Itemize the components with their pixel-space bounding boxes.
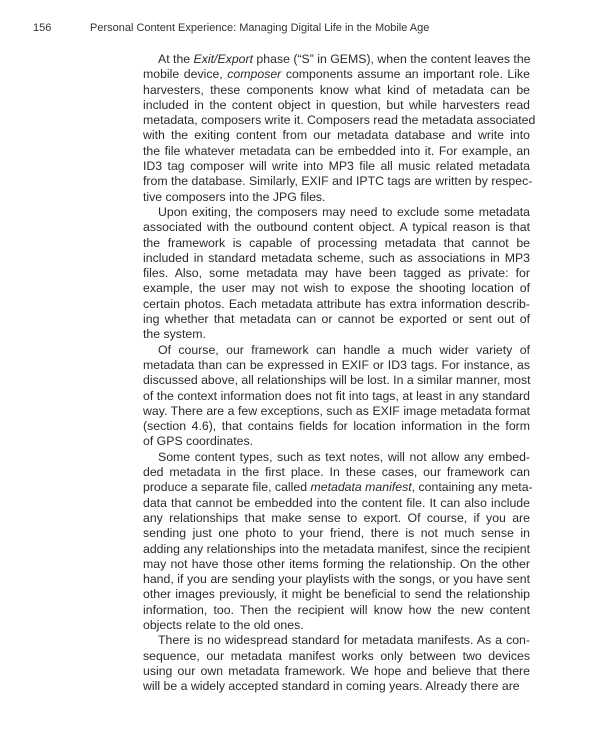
text-line: files. Also, some metadata may have been tagged as private: for [143, 266, 530, 281]
paragraph [143, 343, 530, 450]
text-line: There is no widespread standard for metadata manifests. As a con- [158, 633, 530, 648]
text-line: may not have those other items forming the relationship. On the other [143, 556, 530, 571]
italic-term: Exit/Export [193, 52, 254, 66]
italic-term: composer [227, 67, 282, 82]
text-line: Upon exiting, the composers may need to exclude some metadata [158, 204, 530, 219]
text-line: associated with the outbound content object. A typical reason is that [143, 220, 530, 235]
text-line: the file whatever metadata can be embedded into it. For example, an [143, 143, 530, 158]
text-line: will be a widely accepted standard in coming years. Already there are [143, 679, 520, 694]
text-line: sending just one photo to your friend, there is not much sense in [143, 526, 530, 541]
text-line: from the database. Similarly, EXIF and IPTC tags are written by respec- [143, 174, 533, 189]
text-line [143, 480, 533, 495]
text-line: sequence, our metadata manifest works only between two devices [143, 648, 530, 663]
text-line: the framework is capable of processing metadata that cannot be [143, 235, 530, 250]
text-line: ded metadata in the first place. In these cases, our framework can [143, 465, 530, 480]
text-line [143, 52, 530, 67]
text-line: metadata, composers write it. Composers read the metadata associated [143, 113, 536, 128]
text-segment: produce a separate file, called [143, 480, 311, 495]
text-line: harvesters, these components know what kind of metadata can be [143, 82, 530, 97]
text-line: included in standard metadata scheme, such as associations in MP3 [143, 250, 530, 265]
text-segment: components assume an important role. Like [281, 67, 530, 82]
text-line: Some content types, such as text notes, will not allow any embed- [158, 449, 530, 464]
text-line: information, too. Then the recipient will know how the new content [143, 602, 530, 617]
text-line: objects relate to the old ones. [143, 617, 304, 632]
text-line: included in the content object in question, but while harvesters read [143, 97, 530, 112]
text-segment: At the [158, 52, 194, 66]
text-line: (section 4.6), that contains fields for location information in the form [143, 419, 530, 434]
text-line: way. There are a few exceptions, such as EXIF image metadata format [143, 403, 530, 418]
text-line: with the exiting content from our metadata database and write into [143, 128, 530, 143]
italic-term: metadata manifest [310, 480, 412, 495]
text-line: Of course, our framework can handle a much wider variety of [158, 342, 530, 357]
text-segment: mobile device, [143, 67, 228, 82]
text-line: ID3 tag composer will write into MP3 file all music related metadata [143, 159, 530, 174]
paragraph [143, 633, 530, 694]
text-line: tive composers into the JPG files. [143, 189, 326, 204]
text-line: example, the user may not wish to expose the shooting location of [143, 281, 530, 296]
running-title: Personal Content Experience: Managing Digital Life in the Mobile Age [90, 22, 430, 34]
text-line: using our own metadata framework. We hope and believe that there [143, 663, 530, 678]
text-line: other images previously, it might be beneficial to send the relationship [143, 587, 530, 602]
paragraph [143, 205, 530, 343]
text-line: data that cannot be embedded into the content file. It can also include [143, 495, 530, 510]
text-line [143, 67, 530, 82]
text-line: of GPS coordinates. [143, 434, 254, 449]
text-line: hand, if you are sending your playlists with the songs, or you have sent [143, 572, 530, 587]
text-segment: , containing any meta- [411, 480, 533, 495]
text-line: certain photos. Each metadata attribute has extra information describ- [143, 296, 530, 311]
text-segment: phase (“S” in GEMS), when the content leaves the [253, 52, 531, 66]
text-line: adding any relationships into the metadata manifest, since the recipient [143, 541, 530, 556]
text-line: ing whether that metadata can or cannot be exported or sent out of [143, 312, 530, 327]
paragraph [143, 449, 533, 634]
body-text [143, 52, 536, 694]
page-number: 156 [33, 22, 52, 34]
running-header [33, 22, 429, 34]
text-line: of the context information does not fit into tags, at least in any standard [143, 388, 530, 403]
text-line: metadata than can be expressed in EXIF or ID3 tags. For instance, as [143, 357, 530, 372]
text-line: discussed above, all relationships will be lost. In a similar manner, most [143, 373, 531, 388]
text-line: any relationships that make sense to export. Of course, if you are [143, 510, 530, 525]
paragraph [143, 52, 536, 205]
text-line: the system. [143, 327, 206, 342]
